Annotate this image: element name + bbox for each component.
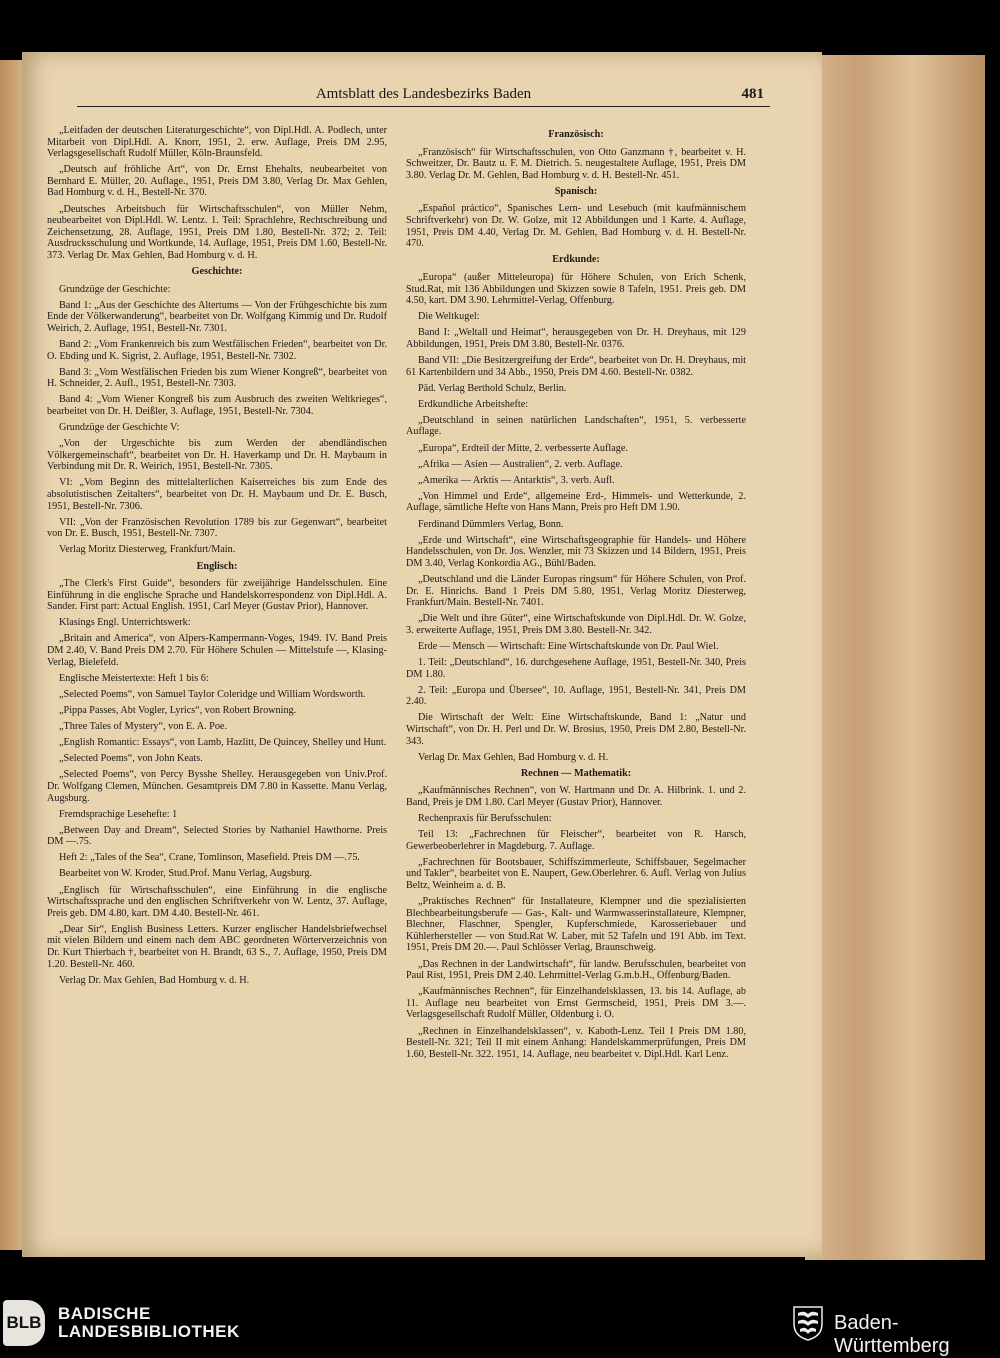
left-page-edge: [0, 60, 22, 1250]
paragraph: VII: „Von der Französischen Revolution 1789 bis zur Gegenwart“, bearbeitet von Dr. E. Busch, 1951, Bestell-Nr. 7307.: [47, 516, 387, 540]
footer-bar: [0, 1274, 1000, 1357]
paragraph: Ferdinand Dümmlers Verlag, Bonn.: [418, 518, 564, 530]
blb-line2: LANDESBIBLIOTHEK: [58, 1322, 240, 1341]
blb-logo[interactable]: BLB: [3, 1300, 45, 1346]
page-stack-edge: [805, 55, 985, 1260]
header-title: Amtsblatt des Landesbezirks Baden: [315, 86, 532, 102]
paragraph: „Deutsches Arbeitsbuch für Wirtschaftsschulen“, von Müller Nehm, neubearbeitet von Dipl.Hdl. W. Lentz. 1. Teil: Sprachlehre, Rechtschreibung und Zeichensetzung, 28. Auflage, 1951, Preis DM 1.80, Bestell-Nr. 372; 2. Teil: Ausdrucksschulung und Wortkunde, 14. Auflage, 1951, Preis DM 1.60, Bestell-Nr. 373. Verlag Dr. Max Gehlen, Bad Homburg v. d. H.: [47, 203, 387, 261]
paragraph: Die Wirtschaft der Welt: Eine Wirtschaftskunde, Band 1: „Natur und Wirtschaft“, von Dr. H. Perl und Dr. W. Brosius, 1950, Preis DM 2.80, Bestell-Nr. 343.: [406, 712, 746, 747]
paragraph: „Das Rechnen in der Landwirtschaft“, für landw. Berufsschulen, bearbeitet von Paul Rist, 1951, Preis DM 2.40. Lehrmittel-Verlag G.m.b.H., Offenburg/Baden.: [406, 958, 746, 982]
blb-name[interactable]: [58, 1305, 240, 1341]
paragraph: Erde — Mensch — Wirtschaft: Eine Wirtschaftskunde von Dr. Paul Wiel.: [418, 640, 719, 652]
paragraph: Päd. Verlag Berthold Schulz, Berlin.: [418, 382, 567, 394]
paragraph: Bearbeitet von W. Kroder, Stud.Prof. Manu Verlag, Augsburg.: [59, 868, 313, 880]
paragraph: „Between Day and Dream“, Selected Stories by Nathaniel Hawthorne. Preis DM —.75.: [47, 824, 387, 848]
bw-crest-icon: [792, 1304, 824, 1342]
paragraph: „Kaufmännisches Rechnen“, für Einzelhandelsklassen, 13. bis 14. Auflage, ab 11. Auflage neu bearbeitet von Ernst Germscheid, 1951, Preis DM 3.—. Verlagsgesellschaft Rudolf Müller, Oldenburg i. O.: [406, 986, 746, 1021]
section-heading: Englisch:: [196, 560, 238, 572]
paragraph: „Deutschland und die Länder Europas ringsum“ für Höhere Schulen, von Prof. Dr. E. Hinrichs. Band 1 Preis DM 5.80, 1951, Verlag Moritz Diesterweg, Frankfurt/Main. Bestell-Nr. 7401.: [406, 573, 746, 609]
paragraph: Fremdsprachige Lesehefte: 1: [59, 808, 178, 820]
paragraph: „Pippa Passes, Abt Vogler, Lyrics“, von Robert Browning.: [59, 704, 297, 716]
paragraph: „Britain and America“, von Alpers-Kampermann-Voges, 1949. IV. Band Preis DM 2.40, V. Band Preis DM 2.70. Für Höhere Schulen — Mittelstufe —, Klasing-Verlag, Bielefeld.: [47, 633, 387, 668]
section-heading: Französisch:: [548, 129, 604, 140]
paragraph: „Amerika — Arktis — Antarktis“, 3. verb. Aufl.: [418, 474, 615, 486]
paragraph: Grundzüge der Geschichte:: [59, 283, 171, 295]
paragraph: Band 3: „Vom Westfälischen Frieden bis zum Wiener Kongreß“, bearbeitet von H. Schneider, 2. Aufl., 1951, Bestell-Nr. 7303.: [47, 366, 387, 390]
paragraph: Band 1: „Aus der Geschichte des Altertums — Von der Frühgeschichte bis zum Ende der Völkerwanderung“, bearbeitet von Dr. Wolfgang Kimmig und Dr. Rudolf Weirich, 2. Auflage, 1951, Bestell-Nr. 7301.: [47, 299, 387, 334]
paragraph: Band I: „Weltall und Heimat“, herausgegeben von Dr. H. Dreyhaus, mit 129 Abbildungen, 1951, Preis DM 3.80, Bestell-Nr. 0376.: [406, 327, 746, 350]
paragraph: „Englisch für Wirtschaftsschulen“, eine Einführung in die englische Wirtschaftssprache und den englischen Schriftverkehr von W. Lentz, 37. Auflage, Preis geb. DM 4.80, kart. DM 4.40. Bestell-Nr. 461.: [47, 884, 387, 919]
bw-label[interactable]: Baden-Württemberg: [834, 1312, 950, 1357]
paragraph: „Erde und Wirtschaft“, eine Wirtschaftsgeographie für Handels- und Höhere Handelsschulen, von Dr. Jos. Wenzler, mit 73 Skizzen und 14 Bildern, 1951, Preis DM 3.40, Verlag Konkordia AG., Bühl/Baden.: [406, 534, 746, 569]
left-column: [47, 125, 387, 991]
paragraph: „Französisch“ für Wirtschaftsschulen, von Otto Ganzmann †, bearbeitet v. H. Schweitzer, Dr. Bautz u. F. M. Dietrich. 5. neugestaltete Auflage, 1951, Preis DM 3.80. Verlag Dr. M. Gehlen, Bad Homburg v. d. H. Bestell-Nr. 451.: [406, 146, 746, 181]
paragraph: „Selected Poems“, von Samuel Taylor Coleridge und William Wordsworth.: [59, 688, 366, 700]
paragraph: „Selected Poems“, von Percy Bysshe Shelley. Herausgegeben von Univ.Prof. Dr. Wolfgang Clemen, München. Gesamtpreis DM 7.80 in Kassette. Manu Verlag, Augsburg.: [47, 769, 387, 804]
paragraph: Verlag Moritz Diesterweg, Frankfurt/Main.: [59, 544, 236, 556]
paragraph: „Afrika — Asien — Australien“, 2. verb. Auflage.: [418, 458, 623, 470]
paragraph: 1. Teil: „Deutschland“, 16. durchgesehene Auflage, 1951, Bestell-Nr. 340, Preis DM 1.80.: [406, 656, 746, 680]
paragraph: VI: „Vom Beginn des mittelalterlichen Kaiserreiches bis zum Ende des absolutistischen Zeitalters“, bearbeitet von Dr. H. Maybaum und Dr. E. Busch, 1951, Bestell-Nr. 7306.: [47, 477, 387, 512]
paragraph: Grundzüge der Geschichte V:: [59, 422, 180, 434]
paragraph: Band VII: „Die Besitzergreifung der Erde“, bearbeitet von Dr. H. Dreyhaus, mit 61 Kartenbildern und 34 Abb., 1950, Preis DM 4.60. Bestell-Nr. 0382.: [406, 355, 746, 378]
paragraph: „Fachrechnen für Bootsbauer, Schiffszimmerleute, Schiffsbauer, Segelmacher und Takler“, bearbeitet von E. Naupert, Gew.Oberlehrer. 6. Aufl. Verlag von Julius Beltz, Weinheim a. d. B.: [406, 856, 746, 891]
paragraph: „Rechnen in Einzelhandelsklassen“, v. Kaboth-Lenz. Teil I Preis DM 1.80, Bestell-Nr. 321; Teil II mit einem Anhang: Handelskammerprüfungen, Preis DM 1.60, Bestell-Nr. 322. 1951, 14. Auflage, neu bearbeitet v. Dipl.Hdl. Karl Lenz.: [406, 1025, 746, 1060]
paragraph: „Leitfaden der deutschen Literaturgeschichte“, von Dipl.Hdl. A. Podlech, unter Mitarbeit von Dipl.Hdl. A. Knorr, 1951, 2. erw. Auflage, Preis DM 2.95, Verlagsgesellschaft Rudolf Müller, Köln-Braunsfeld.: [47, 125, 387, 160]
document-page: [22, 52, 822, 1257]
page-number: 481: [741, 86, 764, 102]
paragraph: „Europa“, Erdteil der Mitte, 2. verbesserte Auflage.: [418, 442, 628, 454]
paragraph: „Español práctico“, Spanisches Lern- und Lesebuch (mit kaufmännischem Schriftverkehr) von Dr. W. Golze, mit 12 Abbildungen und 1 Karte. 4. Auflage, 1951, Preis DM 4.40, Verlag Dr. M. Gehlen, Bad Homburg v. d. H. Bestell-Nr. 470.: [406, 203, 746, 250]
paragraph: Rechenpraxis für Berufsschulen:: [418, 813, 552, 824]
paragraph: Erdkundliche Arbeitshefte:: [418, 398, 529, 410]
paragraph: Klasings Engl. Unterrichtswerk:: [59, 617, 191, 629]
paragraph: Band 2: „Vom Frankenreich bis zum Westfälischen Frieden“, bearbeitet von Dr. O. Ebding und K. Sigrist, 2. Auflage, 1951, Bestell-Nr. 7302.: [47, 339, 387, 362]
paragraph: Verlag Dr. Max Gehlen, Bad Homburg v. d. H.: [59, 974, 250, 986]
paragraph: 2. Teil: „Europa und Übersee“, 10. Auflage, 1951, Bestell-Nr. 341, Preis DM 2.40.: [406, 684, 746, 708]
section-heading: Geschichte:: [191, 266, 243, 278]
paragraph: „Europa“ (außer Mitteleuropa) für Höhere Schulen, von Erich Schenk, Stud.Rat, mit 136 Abbildungen und Skizzen sowie 8 Tafeln, 1951. Preis geb. DM 4.50, kart. DM 3.90. Lehrmittel-Verlag, Offenburg.: [406, 271, 746, 307]
paragraph: „Three Tales of Mystery“, von E. A. Poe.: [59, 721, 227, 733]
paragraph: Englische Meistertexte: Heft 1 bis 6:: [59, 672, 209, 684]
paragraph: „Praktisches Rechnen“ für Installateure, Klempner und die spezialisierten Blechbearbeitungsberufe — Gas-, Kalt- und Warmwasserinstallateure, Klempner, Blechner, Flaschner, Spengler, Kupferschmiede, Karosseriebauer und Kühlerhersteller — von Stud.Rat W. Laber, mit 52 Tafeln und 191 Abb. im Text. 1951, Preis DM 20.—. Paul Schlösser Verlag, Braunschweig.: [406, 896, 746, 954]
paragraph: „Die Welt und ihre Güter“, eine Wirtschaftskunde von Dipl.Hdl. Dr. W. Golze, 3. erweiterte Auflage, 1951, Preis DM 3.80. Bestell-Nr. 342.: [406, 613, 746, 636]
paragraph: „The Clerk's First Guide“, besonders für zweijährige Handelsschulen. Eine Einführung in die englische Sprache und Handelskorrespondenz von Dipl.Hdl. A. Sander. First part: Actual English. 1951, Carl Meyer (Gustav Prior), Hannover.: [47, 578, 387, 613]
paragraph: „Selected Poems“, von John Keats.: [59, 753, 203, 765]
paragraph: Band 4: „Vom Wiener Kongreß bis zum Ausbruch des zweiten Weltkrieges“, bearbeitet von Dr. H. Deißler, 3. Auflage, 1951, Bestell-Nr. 7304.: [47, 394, 387, 417]
blb-line1: BADISCHE: [58, 1304, 151, 1323]
section-heading: Erdkunde:: [552, 254, 600, 266]
section-heading: Spanisch:: [554, 185, 598, 197]
paragraph: Teil 13: „Fachrechnen für Fleischer“, bearbeitet von R. Harsch, Gewerbeoberlehrer in Magdeburg. 7. Auflage.: [406, 829, 746, 852]
paragraph: „Von der Urgeschichte bis zum Werden der abendländischen Völkergemeinschaft“, bearbeitet von Dr. H. Haverkamp und Dr. H. Maybaum in Verbindung mit Dr. R. Weirich, 1951, Bestell-Nr. 7305.: [47, 438, 387, 473]
paragraph: Heft 2: „Tales of the Sea“, Crane, Tomlinson, Masefield. Preis DM —.75.: [59, 852, 360, 864]
paragraph: „Deutschland in seinen natürlichen Landschaften“, 1951, 5. verbesserte Auflage.: [406, 414, 746, 438]
paragraph: Verlag Dr. Max Gehlen, Bad Homburg v. d. H.: [418, 751, 609, 763]
paragraph: „Von Himmel und Erde“, allgemeine Erd-, Himmels- und Wetterkunde, 2. Auflage, sämtliche Hefte von Hans Mann, Preis pro Heft DM 1.90.: [406, 490, 746, 514]
paragraph: „Kaufmännisches Rechnen“, von W. Hartmann und Dr. A. Hilbrink. 1. und 2. Band, Preis je DM 1.80. Carl Meyer (Gustav Prior), Hannover.: [406, 785, 746, 808]
paragraph: „Dear Sir“, English Business Letters. Kurzer englischer Handelsbriefwechsel mit vielen Bildern und einem nach dem ABC geordneten Wörterverzeichnis von Dr. Kurt Thierbach †, bearbeitet von H. Brandt, 63 S., 7. Auflage, 1950, Preis DM 1.20. Bestell-Nr. 460.: [47, 923, 387, 970]
page-header: [77, 84, 770, 107]
paragraph: „Deutsch auf fröhliche Art“, von Dr. Ernst Ehehalts, neubearbeitet von Bernhard E. Müller, 20. Auflage., 1951, Preis DM 3.80, Verlag Dr. Max Gehlen, Bad Homburg v. d. H., Bestell-Nr. 370.: [47, 164, 387, 199]
paragraph: „English Romantic: Essays“, von Lamb, Hazlitt, De Quincey, Shelley und Hunt.: [59, 737, 387, 749]
paragraph: Die Weltkugel:: [418, 311, 480, 323]
right-column: [406, 125, 746, 1065]
section-heading: Rechnen — Mathematik:: [520, 767, 632, 779]
